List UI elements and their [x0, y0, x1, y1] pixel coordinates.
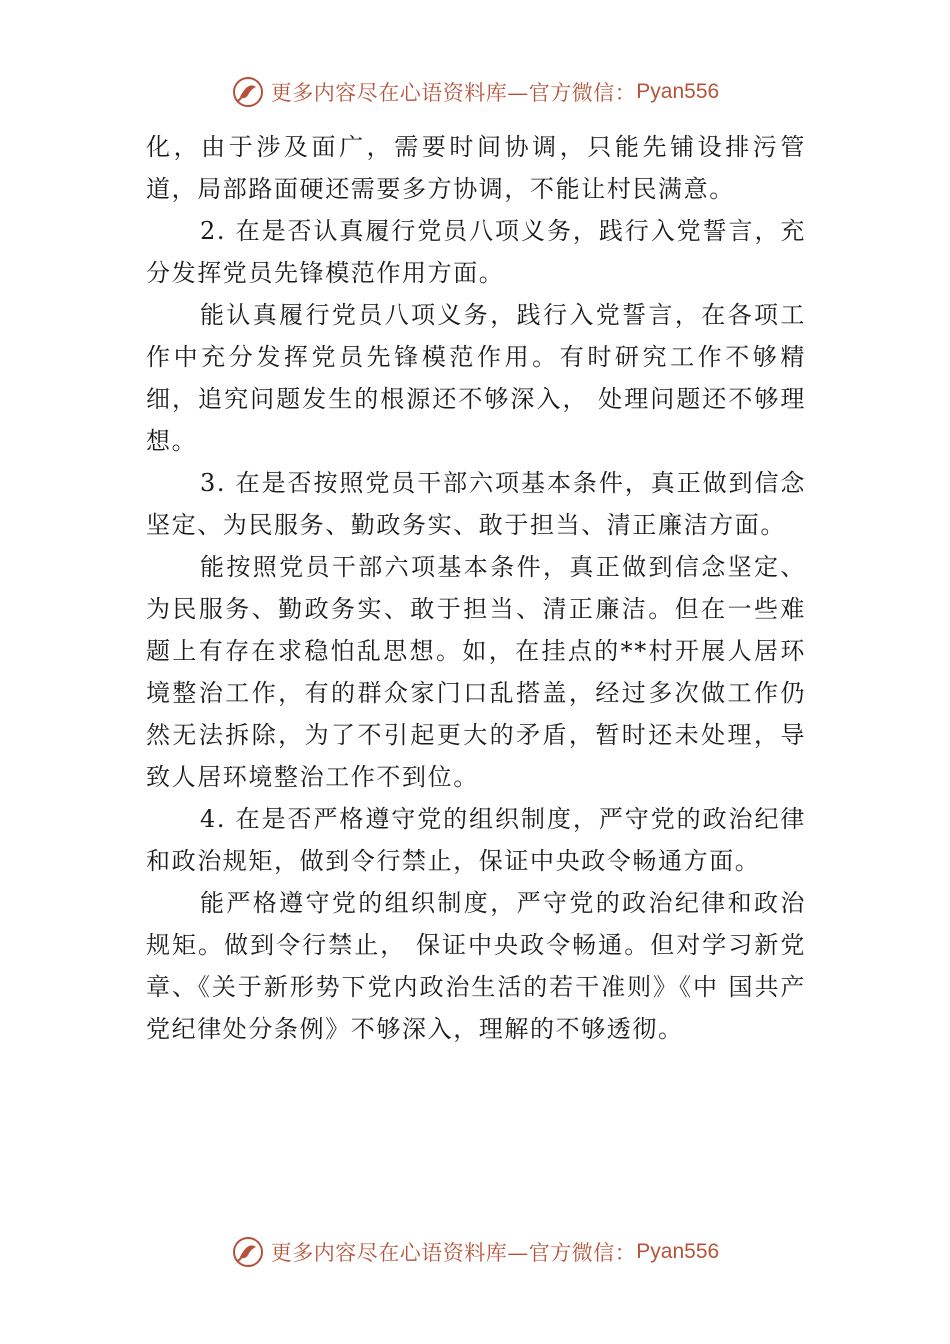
footer-banner — [0, 1232, 950, 1272]
paragraph: 能严格遵守党的组织制度，严守党的政治纪律和政治规矩。做到令行禁止， 保证中央政令畅通。但对学习新党章、《关于新形势下党内政治生活的若干准则》《中 国共产党纪律处分条例》不够深入，理解的不够透彻。 — [146, 889, 806, 1043]
banner-text: 更多内容尽在心语资料库—官方微信： — [270, 81, 637, 105]
paragraph-continuation: 化，由于涉及面广，需要时间协调，只能先铺设排污管道，局部路面硬还需要多方协调，不能让村民满意。 — [146, 133, 806, 203]
header-banner — [0, 72, 950, 112]
section-heading-2: 2. 在是否认真履行党员八项义务，践行入党誓言，充分发挥党员先锋模范作用方面。 — [146, 217, 806, 287]
paragraph: 能认真履行党员八项义务，践行入党誓言，在各项工作中充分发挥党员先锋模范作用。有时研究工作不够精细，追究问题发生的根源还不够深入， 处理问题还不够理想。 — [146, 301, 806, 455]
paragraph: 能按照党员干部六项基本条件，真正做到信念坚定、为民服务、勤政务实、敢于担当、清正廉洁。但在一些难题上有存在求稳怕乱思想。如，在挂点的**村开展人居环境整治工作，有的群众家门口乱搭盖，经过多次做工作仍然无法拆除，为了不引起更大的矛盾，暂时还未处理，导致人居环境整治工作不到位。 — [146, 553, 806, 791]
brand-logo-icon — [231, 75, 265, 109]
section-heading-4: 4. 在是否严格遵守党的组织制度，严守党的政治纪律和政治规矩，做到令行禁止，保证中央政令畅通方面。 — [146, 805, 806, 875]
document-body — [146, 126, 806, 1050]
wechat-id: Pyan556 — [636, 1240, 720, 1263]
section-heading-3: 3. 在是否按照党员干部六项基本条件，真正做到信念坚定、为民服务、勤政务实、敢于担当、清正廉洁方面。 — [146, 469, 806, 539]
brand-logo-icon — [231, 1235, 265, 1269]
wechat-id: Pyan556 — [636, 80, 720, 103]
banner-text: 更多内容尽在心语资料库—官方微信： — [270, 1241, 637, 1265]
